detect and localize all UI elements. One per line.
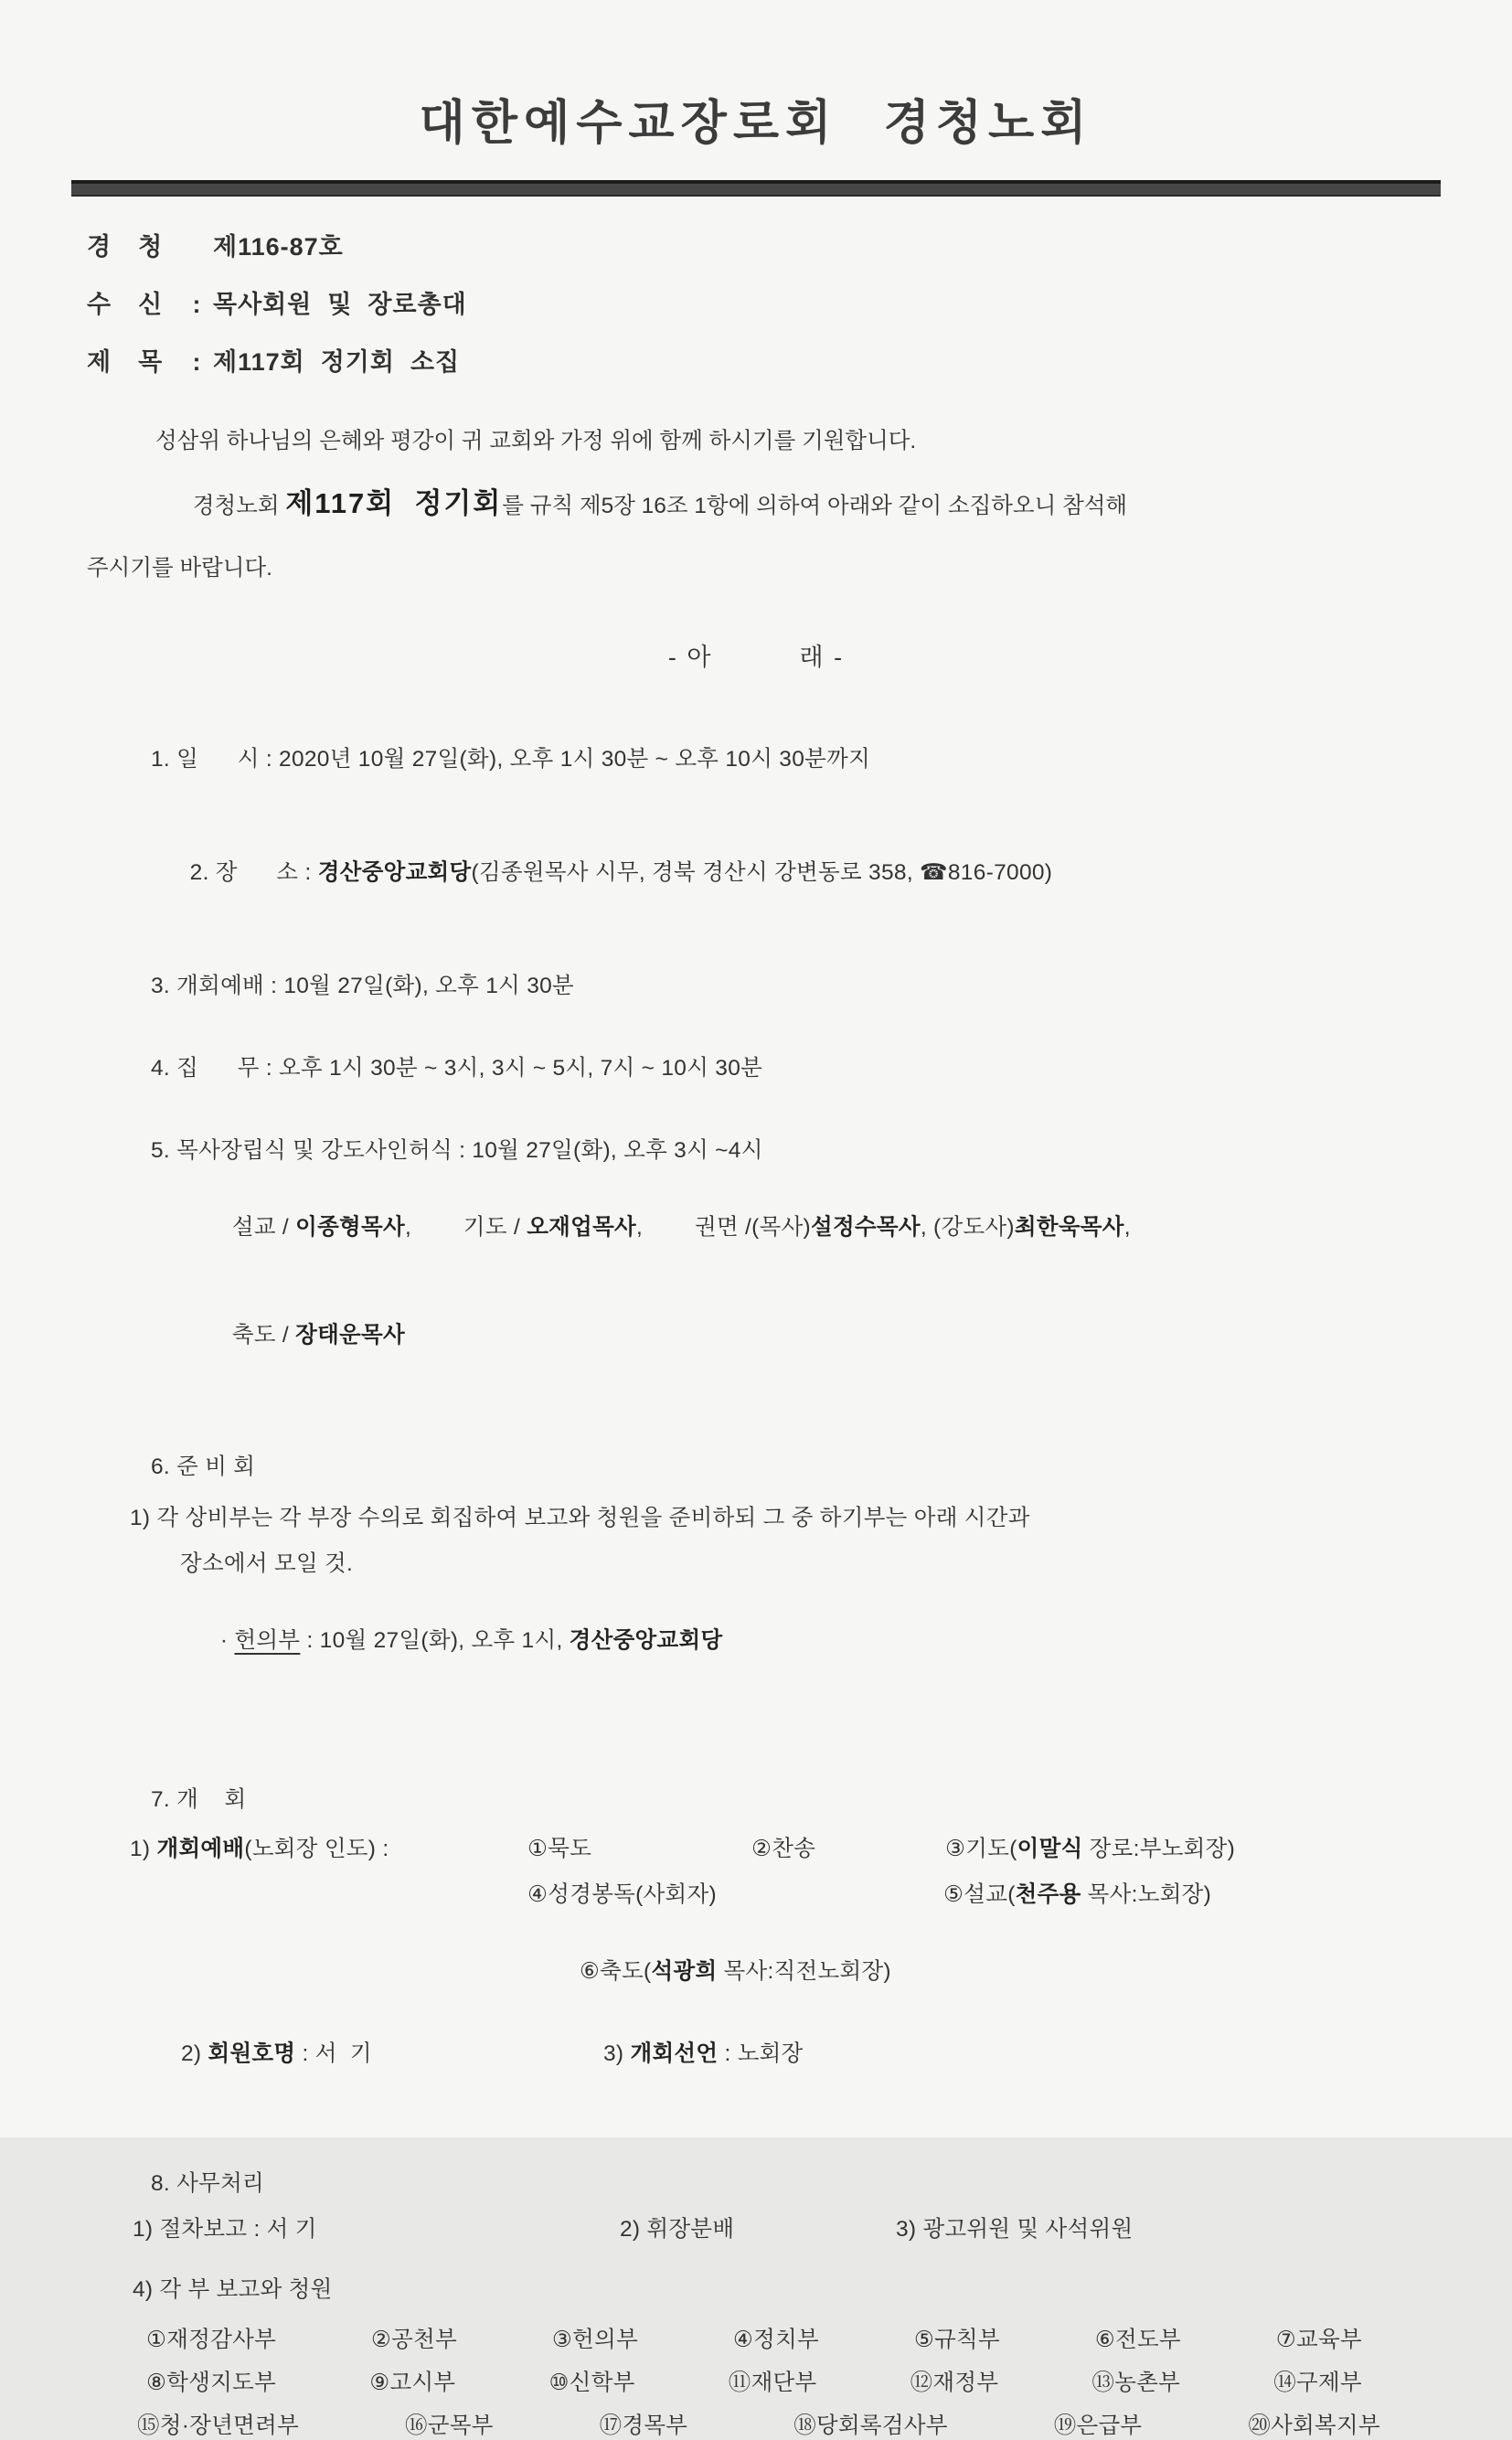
dept-military-chaplain: ⑯군목부 — [404, 2413, 494, 2438]
dept-rural: ⑬농촌부 — [1091, 2371, 1181, 2395]
item-6-heading: 6. 준 비 회 — [151, 1454, 256, 1479]
role-exhortation-name: 설정수목사 — [811, 1215, 921, 1240]
role-prayer-name: 오재업목사 — [527, 1215, 637, 1240]
worship-element-2: ②찬송 — [751, 1837, 816, 1861]
item-5-heading: 5. 목사장립식 및 강도사인허식 : 10월 27일(화), 오후 3시 ~4시 — [151, 1138, 763, 1163]
item-6-committee-line — [168, 1594, 1512, 1688]
below-marker: - 아 래 - — [667, 644, 845, 671]
item-1-datetime: 1. 일 시 : 2020년 10월 27일(화), 오후 1시 30분 ~ 오후 10시 30분까지 — [151, 747, 871, 772]
item-7-worship-row3 — [527, 1925, 1512, 2019]
department-list-row-1 — [146, 2322, 1362, 2354]
dept-finance: ⑫재정부 — [910, 2371, 999, 2395]
item-2-church-name: 경산중앙교회당 — [317, 860, 472, 885]
subject-label: 제 목 — [87, 348, 163, 376]
dept-education: ⑦교육부 — [1275, 2328, 1362, 2352]
item-8-sub2: 2) 휘장분배 — [620, 2217, 735, 2242]
bullet-dot: · — [219, 1628, 235, 1653]
page-title: 대한예수교장로회 경청노회 — [419, 95, 1093, 151]
item-5-roles-line — [180, 1181, 1512, 1274]
worship-element-4: ④성경봉독(사회자) — [527, 1882, 717, 1907]
agenda-items — [0, 744, 1512, 2440]
sub1-title: 개회예배 — [156, 1837, 245, 1861]
dept-evangelism: ⑥전도부 — [1094, 2328, 1181, 2352]
department-list-row-2 — [146, 2365, 1362, 2397]
item-8-heading: 8. 사무처리 — [151, 2171, 265, 2196]
dept-examination: ⑨고시부 — [369, 2371, 456, 2395]
committee-venue: 경산중앙교회당 — [569, 1628, 723, 1653]
item-6-sub1-continuation: 장소에서 모일 것. — [180, 1551, 354, 1576]
item-7-sub3 — [603, 2039, 804, 2070]
document-header — [87, 218, 1512, 391]
summon-post: 를 규칙 제5장 16조 1항에 의하여 아래와 같이 소집하오니 참석해 — [502, 494, 1128, 518]
item-8-sub4: 4) 각 부 보고와 청원 — [133, 2277, 333, 2302]
recipient-colon: : — [192, 291, 201, 318]
recipient-label: 수 신 — [87, 291, 163, 318]
item-8-business — [0, 2168, 1512, 2440]
worship-element-6 — [580, 1959, 891, 1984]
element-3-label: ③기도( — [945, 1837, 1017, 1861]
dept-nomination: ②공천부 — [370, 2328, 458, 2352]
role-licentiate-label: , (강도사) — [920, 1215, 1015, 1240]
role-benediction-name: 장태운목사 — [295, 1323, 405, 1348]
sub3-number: 3) — [603, 2041, 631, 2066]
item-7-sub1-prefix — [130, 1834, 527, 1865]
body-paragraph — [87, 426, 1425, 584]
summon-line — [87, 457, 1425, 553]
item-7-heading: 7. 개 회 — [151, 1787, 247, 1812]
worship-element-3 — [945, 1834, 1235, 1865]
subject-colon: : — [192, 348, 201, 376]
sub1-leader: (노회장 인도) : — [244, 1837, 396, 1861]
item-7-subs-row — [181, 2039, 1512, 2070]
dept-pension: ⑲은급부 — [1053, 2413, 1143, 2438]
role-comma: , — [1123, 1215, 1131, 1240]
item-3-opening-worship: 3. 개회예배 : 10월 27일(화), 오후 1시 30분 — [151, 974, 575, 998]
element-6-label: ⑥축도( — [579, 1959, 652, 1984]
dept-polity: ④정치부 — [732, 2328, 820, 2352]
dept-session-records: ⑱당회록검사부 — [793, 2413, 948, 2438]
role-sermon-label: 설교 / — [231, 1215, 296, 1240]
item-5-benediction-line — [180, 1289, 1512, 1382]
sub2-value: : 서 기 — [295, 2041, 372, 2066]
doc-number-label: 경 청 — [87, 233, 163, 261]
committee-name-underlined: 헌의부 — [234, 1628, 301, 1653]
recipient-line — [87, 276, 1512, 334]
subject-line — [87, 334, 1512, 391]
sub1-number: 1) — [130, 1837, 157, 1861]
item-7-opening — [0, 1785, 1512, 2070]
department-list-row-3 — [137, 2408, 1380, 2440]
recipient-value: 목사회원 및 장로총대 — [213, 291, 467, 318]
doc-number-value: 제116-87호 — [213, 233, 344, 261]
role-exhortation-label: , 권면 /(목사) — [636, 1215, 811, 1240]
dept-finance-audit: ①재정감사부 — [146, 2328, 277, 2352]
element-6-role: 목사:직전노회장) — [717, 1959, 891, 1984]
sub3-title: 개회선언 — [630, 2041, 719, 2066]
item-7-sub2 — [181, 2039, 603, 2070]
item-2-location — [151, 826, 1512, 920]
role-benediction-label: 축도 / — [231, 1323, 296, 1348]
summon-session-emphasis: 제117회 정기회 — [285, 487, 503, 519]
title-divider — [71, 180, 1441, 197]
item-7-worship-row2 — [527, 1880, 1512, 1911]
worship-element-5 — [943, 1880, 1211, 1911]
item-6-preparation — [0, 1452, 1512, 1688]
dept-police-chaplain: ⑰경목부 — [599, 2413, 688, 2438]
role-sermon-name: 이종형목사 — [295, 1215, 405, 1240]
sub3-value: : 노회장 — [718, 2041, 804, 2066]
doc-number-line — [87, 218, 1512, 276]
summon-pre: 경청노회 — [192, 494, 286, 518]
dept-theology: ⑩신학부 — [548, 2371, 635, 2395]
sub2-title: 회원호명 — [208, 2041, 296, 2066]
item-2-prefix: 2. 장 소 : — [189, 860, 318, 885]
dept-foundation: ⑪재단부 — [728, 2371, 817, 2395]
dept-relief: ⑭구제부 — [1273, 2371, 1362, 2395]
dept-young-adult: ⑮청·장년면려부 — [137, 2413, 300, 2438]
sub2-number: 2) — [181, 2041, 208, 2066]
dept-student-guidance: ⑧학생지도부 — [146, 2371, 277, 2395]
element-3-name: 이말식 — [1017, 1837, 1083, 1861]
element-5-label: ⑤설교( — [943, 1882, 1016, 1907]
element-3-role: 장로:부노회장) — [1082, 1837, 1236, 1861]
item-2-detail: (김종원목사 시무, 경북 경산시 강변동로 358, ☎816-7000) — [471, 860, 1053, 885]
item-8-subs-row — [133, 2214, 1512, 2245]
item-4-office-hours: 4. 집 무 : 오후 1시 30분 ~ 3시, 3시 ~ 5시, 7시 ~ 10시 30분 — [151, 1056, 763, 1081]
greeting-line: 성삼위 하나님의 은혜와 평강이 귀 교회와 가정 위에 함께 하시기를 기원합니다. — [155, 429, 917, 453]
item-8-sub3: 3) 광고위원 및 사석위원 — [896, 2217, 1134, 2242]
worship-element-1: ①묵도 — [527, 1837, 592, 1861]
element-6-name: 석광희 — [651, 1959, 718, 1984]
role-licentiate-name: 최한욱목사 — [1014, 1215, 1124, 1240]
item-8-sub1: 1) 절차보고 : 서 기 — [133, 2217, 317, 2242]
item-5-ordination — [0, 1135, 1512, 1382]
subject-value: 제117회 정기회 소집 — [213, 348, 461, 376]
dept-social-welfare: ⑳사회복지부 — [1248, 2413, 1380, 2438]
role-prayer-label: , 기도 / — [404, 1215, 527, 1240]
committee-schedule: : 10월 27일(화), 오후 1시, — [300, 1628, 570, 1653]
element-5-name: 천주용 — [1015, 1882, 1081, 1907]
dept-rules: ⑤규칙부 — [913, 2328, 1000, 2352]
item-6-sub1: 1) 각 상비부는 각 부장 수의로 회집하여 보고와 청원을 준비하되 그 중 하기부는 아래 시간과 — [130, 1506, 1030, 1530]
summon-continuation: 주시기를 바랍니다. — [87, 556, 272, 581]
element-5-role: 목사:노회장) — [1081, 1882, 1212, 1907]
item-7-worship-row1 — [130, 1834, 1512, 1865]
dept-overture: ③헌의부 — [551, 2328, 639, 2352]
